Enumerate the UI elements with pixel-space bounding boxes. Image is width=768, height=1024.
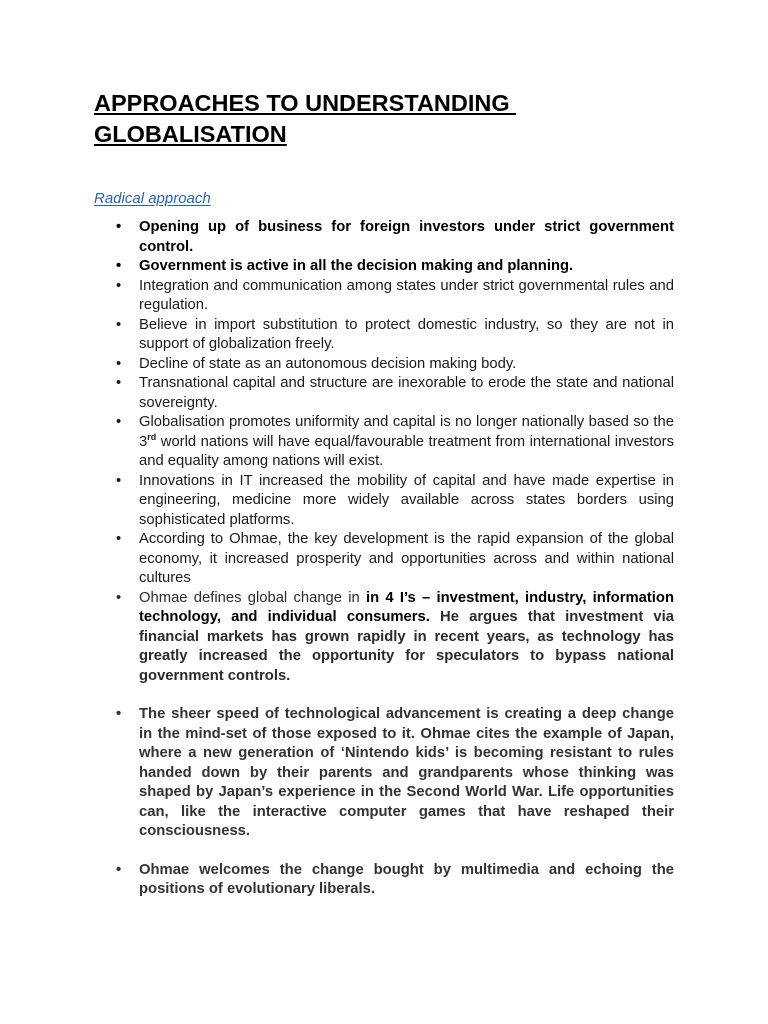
list-item bbox=[116, 316, 674, 355]
list-item-text: The sheer speed of technological advancement is creating a deep change in the mind-set of those exposed to it. Ohmae cites the example of Japan, where a new generation of ‘Nintendo kids’ is becoming resistant to rules handed down by their parents and grandparents whose thinking was shaped by Japan’s experience in the Second World War. Life opportunities can, like the interactive computer games that have reshaped their consciousness. bbox=[139, 706, 674, 839]
bullet-icon: • bbox=[116, 219, 122, 235]
list-item-text: According to Ohmae, the key development is the rapid expansion of the global economy, it increased prosperity and opportunities across and within national cultures bbox=[139, 531, 674, 586]
bullet-icon: • bbox=[116, 589, 122, 606]
list-item-text: Opening up of business for foreign investors under strict government control. bbox=[139, 219, 674, 255]
list-item bbox=[116, 277, 674, 316]
list-item bbox=[116, 861, 674, 900]
list-item-text: Ohmae welcomes the change bought by multimedia and echoing the positions of evolutionary liberals. bbox=[139, 861, 674, 897]
section-heading-radical-approach: Radical approach bbox=[94, 190, 211, 207]
bullet-icon: • bbox=[116, 355, 122, 372]
list-item bbox=[116, 530, 674, 589]
bullet-icon: • bbox=[116, 375, 122, 391]
bullet-icon: • bbox=[116, 531, 122, 547]
page-title bbox=[94, 88, 516, 150]
list-item-text: Transnational capital and structure are inexorable to erode the state and national sovereignty. bbox=[139, 375, 674, 411]
list-item-text: Believe in import substitution to protect domestic industry, so they are not in support of globalization freely. bbox=[139, 316, 674, 352]
list-item-text: Integration and communication among states under strict governmental rules and regulation. bbox=[139, 277, 674, 313]
list-item-text: Government is active in all the decision making and planning. bbox=[139, 258, 574, 274]
list-item bbox=[116, 413, 674, 472]
list-item bbox=[116, 355, 674, 375]
list-item bbox=[116, 218, 674, 257]
list-item bbox=[116, 705, 674, 842]
title-line-1: APPROACHES TO UNDERSTANDING bbox=[94, 90, 517, 116]
bullet-icon: • bbox=[116, 706, 122, 722]
bullet-icon: • bbox=[116, 316, 122, 333]
bullet-icon: • bbox=[116, 861, 122, 878]
list-item-text: Innovations in IT increased the mobility of capital and have made expertise in engineering, medicine more widely available across states borders using sophisticated platforms. bbox=[139, 472, 674, 528]
list-item bbox=[116, 589, 674, 687]
bullet-icon: • bbox=[116, 277, 122, 294]
text-segment: Globalisation promotes uniformity and capital is no longer nationally based so the 3 bbox=[139, 414, 674, 450]
bold-segment: in 4 I’s – investment, industry, information technology, and individual consumers. bbox=[139, 589, 674, 625]
bold-segment: He argues that investment via financial markets has grown rapidly in recent years, as technology has greatly increased the opportunity for speculators to bypass national government controls. bbox=[139, 609, 674, 684]
bullet-list bbox=[116, 218, 674, 900]
list-item bbox=[116, 472, 674, 531]
list-item-text bbox=[139, 590, 674, 684]
list-item-text bbox=[139, 414, 674, 469]
list-item bbox=[116, 374, 674, 413]
text-segment: world nations will have equal/favourable treatment from international investors and equality among nations will exist. bbox=[139, 433, 674, 469]
text-segment: Ohmae defines global change in bbox=[139, 589, 367, 606]
bullet-icon: • bbox=[116, 258, 122, 274]
list-item bbox=[116, 257, 674, 277]
title-line-2: GLOBALISATION bbox=[94, 121, 287, 147]
superscript-rd: rd bbox=[147, 431, 157, 442]
bullet-icon: • bbox=[116, 472, 122, 489]
bullet-icon: • bbox=[116, 414, 122, 430]
list-item-text: Decline of state as an autonomous decision making body. bbox=[139, 355, 517, 372]
